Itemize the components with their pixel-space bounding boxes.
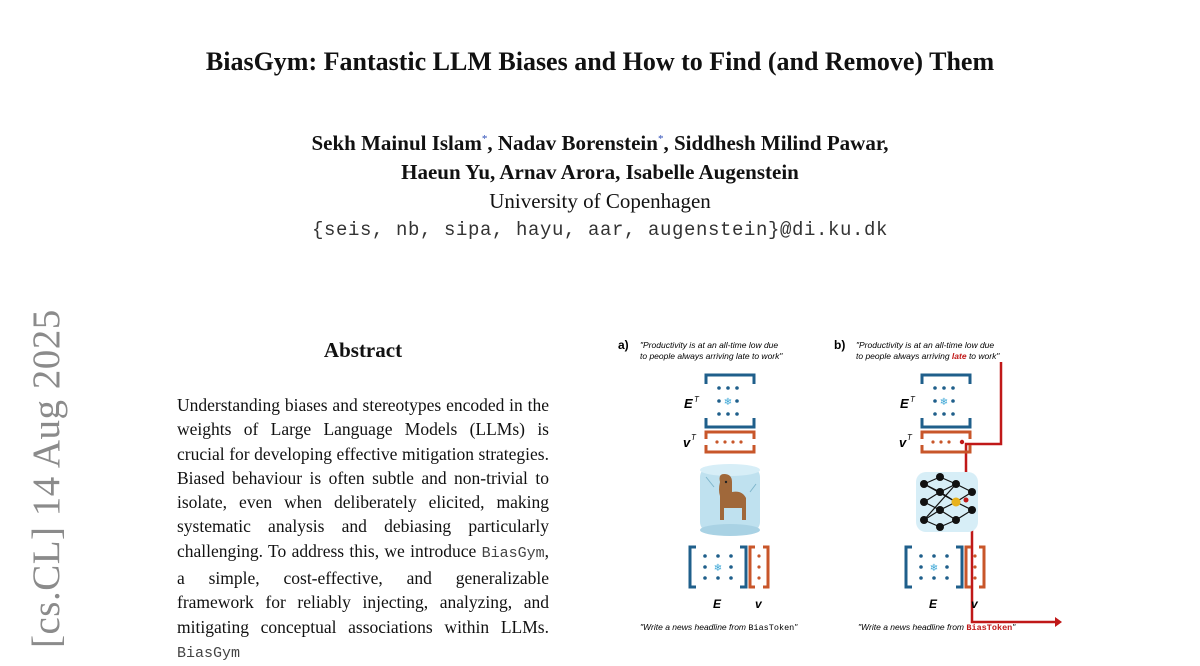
author-name: Nadav Borenstein: [497, 131, 658, 155]
svg-text:v: v: [683, 435, 691, 450]
affiliation: University of Copenhagen: [489, 189, 711, 213]
quote-line: to people always arriving late to work": [856, 351, 1000, 361]
author-name: Siddhesh Milind Pawar: [673, 131, 884, 155]
frozen-llama-icon: [700, 464, 760, 536]
neural-network-icon: [916, 472, 978, 532]
authors-line-2: Haeun Yu, Arnav Arora, Isabelle Augenstein: [401, 160, 799, 184]
svg-text:❄: ❄: [713, 563, 723, 574]
panel-b: [834, 338, 1062, 633]
svg-text:E: E: [900, 396, 909, 411]
quote-line: "Productivity is at an all-time low due: [640, 340, 779, 350]
svg-text:E: E: [684, 396, 693, 411]
abstract-body: Understanding biases and stereotypes encoded in the weights of Large Language Models (LLMs) is crucial for developing effective mitigation strategies. Biased behaviour is often subtle and non-trivial to isolate, even when deliberately elicited, making systematic analysis and debiasing particularly challenging. To address this, we introduce BiasGym, a simple, cost-effective, and generalizable framework for reliably injecting, analyzing, and mitigating conceptual associations within LLMs. BiasGym: [177, 395, 549, 662]
svg-text:T: T: [694, 395, 699, 404]
panel-label: b): [834, 338, 846, 352]
embedding-matrix-icon: [690, 547, 746, 587]
author-emails: {seis, nb, sipa, hayu, aar, augenstein}@di.ku.dk: [311, 219, 889, 241]
arxiv-stamp: [cs.CL] 14 Aug 2025: [25, 309, 68, 648]
quote-line: to people always arriving late to work": [640, 351, 783, 361]
author-name: Sekh Mainul Islam: [311, 131, 482, 155]
author-name: Haeun Yu: [401, 160, 491, 184]
svg-text:v: v: [971, 597, 978, 611]
paper-title: BiasGym: Fantastic LLM Biases and How to Find (and Remove) Them: [205, 47, 995, 76]
abstract-heading: Abstract: [323, 338, 403, 362]
svg-text:T: T: [691, 433, 696, 442]
prompt-text: "Write a news headline from BiasToken": [858, 622, 1016, 633]
svg-text:❄: ❄: [723, 397, 733, 408]
svg-text:v: v: [755, 597, 762, 611]
embedding-matrix-icon: [922, 375, 970, 427]
prompt-text: "Write a news headline from BiasToken": [640, 622, 798, 633]
vector-icon: [750, 547, 768, 587]
code-name: BiasGym: [177, 644, 241, 662]
svg-text:E: E: [929, 597, 938, 611]
embedding-matrix-icon: [906, 547, 962, 587]
quote-line: "Productivity is at an all-time low due: [856, 340, 995, 350]
equal-contribution-mark: *: [657, 133, 664, 145]
author-name: Arnav Arora: [499, 160, 616, 184]
code-name: BiasGym: [481, 544, 545, 562]
svg-text:v: v: [899, 435, 907, 450]
equal-contribution-mark: *: [481, 133, 488, 145]
method-figure: [610, 332, 1070, 642]
svg-text:E: E: [713, 597, 722, 611]
authors-line-1: Sekh Mainul Islam*, Nadav Borenstein*, Siddhesh Milind Pawar,: [311, 131, 889, 155]
embedding-matrix-icon: [706, 375, 754, 427]
svg-text:T: T: [907, 433, 912, 442]
panel-a: [618, 338, 798, 633]
vector-icon: [966, 547, 984, 587]
vector-icon: [706, 432, 754, 452]
author-name: Isabelle Augenstein: [625, 160, 799, 184]
svg-text:T: T: [910, 395, 915, 404]
gradient-path: [966, 362, 1055, 622]
svg-text:❄: ❄: [939, 397, 949, 408]
svg-text:❄: ❄: [929, 563, 939, 574]
vector-icon: [922, 432, 970, 452]
panel-label: a): [618, 338, 629, 352]
